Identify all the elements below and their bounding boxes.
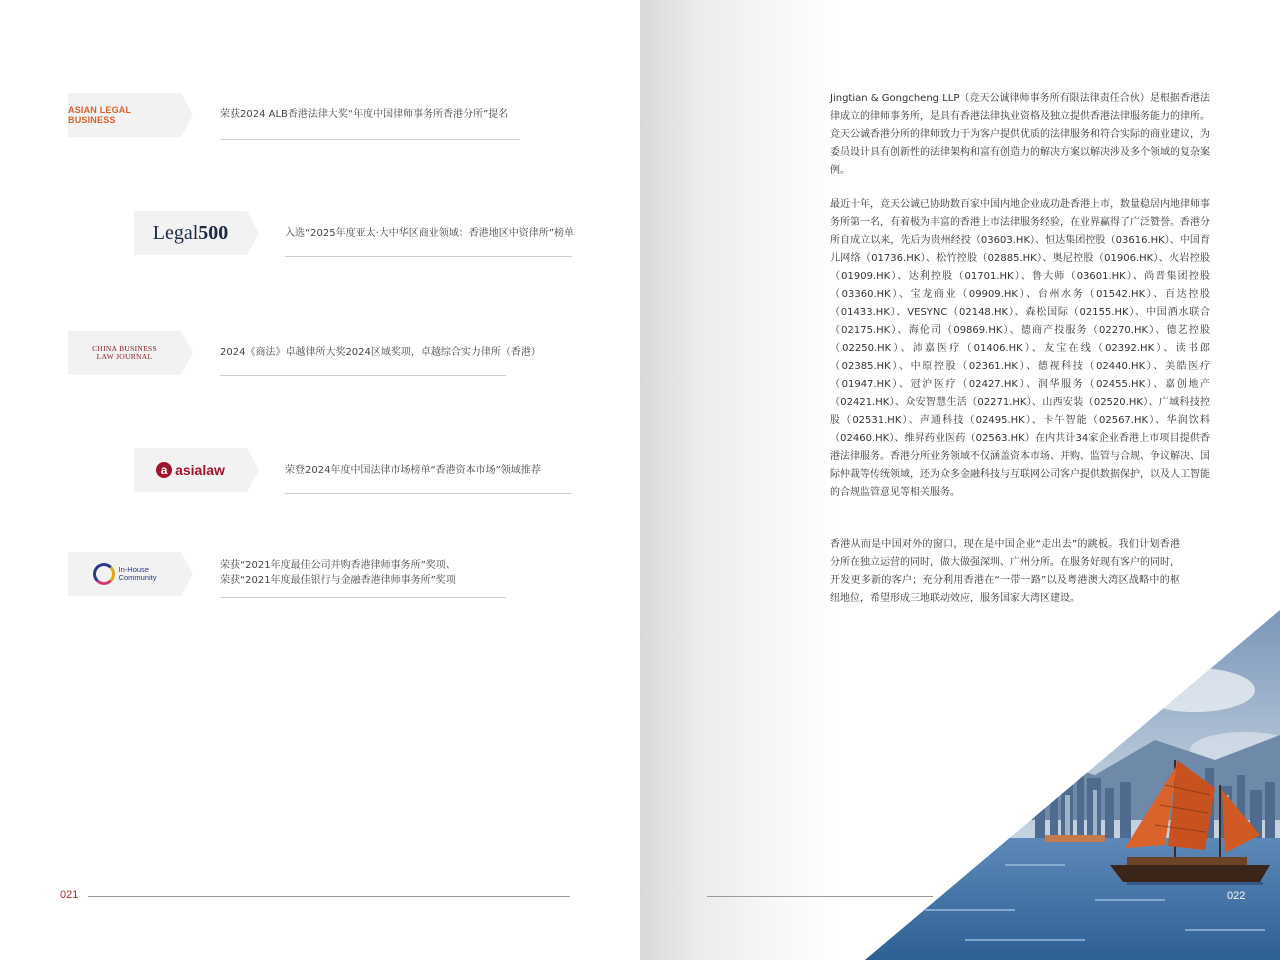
strategy-paragraph: 香港从而是中国对外的窗口，现在是中国企业“走出去”的跳板。我们计划香港分所在独立运营的同时，做大做强深圳、广州分所。在服务好现有客户的同时，开发更多新的客户；充分利用香港在“一带一路”以及粤港澳大湾区战略中的枢纽地位，希望形成三地联动效应，服务国家大湾区建设。 [830,539,1180,604]
award-cblj [68,331,588,377]
ihc-logo-text [119,566,157,582]
legal500-logo [134,211,247,255]
award-alb-divider [220,139,520,140]
cblj-logo-line2: LAW JOURNAL [96,352,153,361]
right-footer-line [707,896,933,897]
ihc-circle-icon [93,563,115,585]
ihc-logo-line2: Community [118,573,157,582]
right-page [640,0,1280,960]
ihc-logo-line1: In-House [118,565,149,574]
cblj-logo-text [92,345,157,361]
legal500-logo-number: 500 [198,221,229,244]
intro-paragraph: Jingtian & Gongcheng LLP（竞天公诚律师事务所有限法律责任合伙）是根据香港法律成立的律师事务所，是具有香港法律执业资格及独立提供香港法律服务能力的律所。竞天公诚香港分所的律师致力于为客户提供优质的法律服务和符合实际的商业建议，为委员设计具有创新性的法律架构和富有创造力的解决方案以解决涉及多个领域的复杂案例。 [830,93,1210,176]
legal500-logo-word: Legal [152,221,199,244]
award-cblj-divider [220,375,506,376]
asialaw-logo [134,448,247,492]
asialaw-logo-word: asialaw [175,462,225,478]
alb-logo [68,93,181,137]
asialaw-logo-letter: a [156,462,172,478]
cblj-logo-line1: CHINA BUSINESS [92,344,157,353]
ihc-logo [68,552,181,596]
award-asialaw [134,448,584,494]
award-asialaw-divider [285,493,572,494]
award-asialaw-text: 荣登2024年度中国法律市场榜单“香港资本市场”领域推荐 [285,465,541,476]
ihc-logo-mark [93,563,157,585]
cblj-logo [68,331,181,375]
ipo-paragraph: 最近十年，竞天公诚已协助数百家中国内地企业成功赴香港上市，数量稳居内地律师事务所第一名，有着极为丰富的香港上市法律服务经验，在业界赢得了广泛赞誉。香港分所自成立以来，先后为贵州经投（03603.HK）、恒达集团控股（03616.HK）、中国育儿网络（01736.HK）、松竹控股（02885.HK）、奥尼控股（01906.HK）、火岩控股（01909.HK）、达利控股（01701.HK）、鲁大师（03601.HK）、尚晋集团控股（03360.HK）、宝龙商业（09909.HK）、台州水务（01542.HK）、百达控股（01433.HK）、VESYNC（02148.HK）、森松国际（02155.HK）、中国酒水联合（02175.HK）、海伦司（09869.HK）、德商产投服务（02270.HK）、德艺控股（02250.HK）、沛嘉医疗（01406.HK）、友宝在线（02392.HK）、读书郎（02385.HK）、中原控股（02361.HK）、德视科技（02440.HK）、美皓医疗（01947.HK）、冠沪医疗（02427.HK）、润华服务（02455.HK）、嘉创地产（02421.HK）、众安智慧生活（02271.HK）、山西安装（02520.HK）、广域科技控股（02531.HK）、声通科技（02495.HK）、卡午智能（02567.HK）、华润饮料（02460.HK）、维昇药业医药（02563.HK）在内共计34家企业香港上市项目提供香港法律服务。香港分所业务领域不仅涵盖资本市场、并购、监管与合规、争议解决、国际仲裁等传统领域，还为众多金融科技与互联网公司客户提供数据保护，以及人工智能的合规监管意见等相关服务。 [830,199,1210,498]
award-cblj-text: 2024《商法》卓越律所大奖2024区域奖项，卓越综合实力律所（香港） [220,347,541,358]
award-legal500-text: 入选“2025年度亚太·大中华区商业领域：香港地区中资律所”榜单 [285,228,574,239]
award-alb [68,93,588,139]
left-page-number: 021 [60,889,79,901]
asialaw-logo-mark [156,462,225,478]
award-legal500 [134,211,584,257]
award-ihc-divider [220,597,506,598]
award-ihc [68,552,588,602]
harbor-painting-illustration [865,610,1280,960]
left-footer-line [88,896,570,897]
award-ihc-text-line1: 荣获“2021年度最佳公司并购香港律师事务所”奖项、 [220,560,456,571]
right-page-number: 022 [1227,890,1246,902]
award-ihc-text-line2: 荣获“2021年度最佳银行与金融香港律师事务所”奖项 [220,575,456,586]
award-legal500-divider [285,256,572,257]
alb-logo-text: ASIAN LEGAL BUSINESS [68,105,132,125]
award-alb-text: 荣获2024 ALB香港法律大奖“年度中国律师事务所香港分所”提名 [220,109,509,120]
legal500-logo-text [153,222,229,245]
